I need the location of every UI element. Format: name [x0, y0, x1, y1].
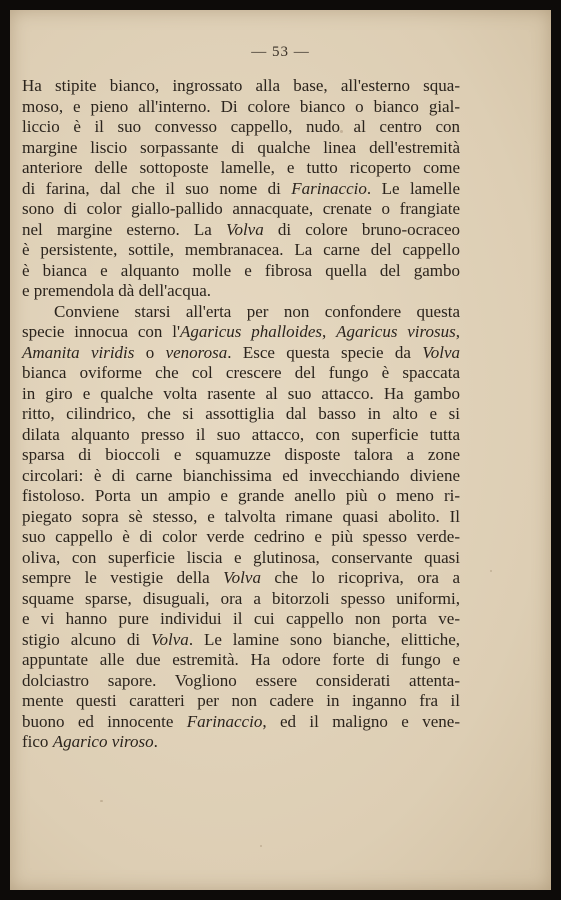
text-line: specie innocua con l'Agaricus phalloides, Agaricus virosus, — [22, 322, 460, 341]
text-line: moso, e pieno all'interno. Di colore bianco o bianco gial- — [22, 96, 460, 116]
text-line: circolari: è di carne bianchissima ed invecchiando diviene — [22, 465, 460, 485]
text-line: e vi hanno pure individui il cui cappello non porta ve- — [22, 609, 460, 628]
paragraph — [22, 302, 460, 753]
body-text — [22, 76, 460, 753]
text-line: ritto, cilindrico, che si assottiglia dal basso in alto e si — [22, 404, 460, 423]
paragraph — [22, 76, 460, 302]
text-line: suo cappello è di color verde cedrino e più spesso verde- — [22, 527, 460, 546]
text-line: nel margine esterno. La Volva di colore bruno-ocraceo — [22, 219, 460, 239]
text-line: appuntate alle due estremità. Ha odore forte di fungo e — [22, 650, 460, 669]
text-line: fico Agarico viroso. — [22, 732, 158, 751]
text-line: sparsa di bioccoli e squamuzze disposte talora a zone — [22, 445, 460, 464]
page-number: — 53 — — [251, 44, 310, 60]
text-line: squame sparse, disuguali, ora a bitorzoli spesso uniformi, — [22, 588, 460, 608]
text-line: in giro e qualche volta rasente al suo attacco. Ha gambo — [22, 383, 460, 403]
text-line: di farina, dal che il suo nome di Farinaccio. Le lamelle — [22, 178, 460, 198]
text-line: sempre le vestigie della Volva che lo ricopriva, ora a — [22, 568, 460, 587]
text-line: e premendola dà dell'acqua. — [22, 281, 212, 300]
text-line: stigio alcuno di Volva. Le lamine sono bianche, elittiche, — [22, 629, 460, 649]
text-line: Ha stipite bianco, ingrossato alla base, all'esterno squa- — [22, 76, 460, 95]
text-line: oliva, con superficie liscia e glutinosa, conservante quasi — [22, 547, 460, 567]
text-line: bianca oviforme che col crescere del fungo è spaccata — [22, 363, 460, 382]
book-page — [10, 10, 551, 890]
text-line: dilata alquanto presso il suo attacco, con superficie tutta — [22, 424, 460, 444]
text-line: sono di color giallo-pallido annacquate, crenate o frangiate — [22, 199, 460, 218]
paper-speck — [490, 570, 492, 572]
text-line: è persistente, sottile, membranacea. La carne del cappello — [22, 240, 460, 259]
paper-speck — [100, 800, 103, 802]
text-line: è bianca e alquanto molle e fibrosa quella del gambo — [22, 260, 460, 280]
paper-speck — [260, 845, 262, 847]
text-line: margine liscio sorpassante di qualche linea dell'estremità — [22, 137, 460, 157]
text-line: Conviene starsi all'erta per non confondere questa — [54, 301, 460, 321]
text-line: fistoloso. Porta un ampio e grande anello più o meno ri- — [22, 486, 460, 505]
text-line: dolciastro sapore. Vogliono essere considerati attenta- — [22, 670, 460, 690]
paper-speck — [340, 130, 343, 133]
text-line: liccio è il suo convesso cappello, nudo al centro con — [22, 117, 460, 136]
text-line: mente questi caratteri per non cadere in inganno fra il — [22, 691, 460, 710]
text-line: Amanita viridis o venorosa. Esce questa specie da Volva — [22, 342, 460, 362]
text-line: anteriore delle sottoposte lamelle, e tutto ricoperto come — [22, 158, 460, 177]
text-line: piegato sopra sè stesso, e talvolta rimane quasi abolito. Il — [22, 506, 460, 526]
text-line: buono ed innocente Farinaccio, ed il maligno e vene- — [22, 711, 460, 731]
